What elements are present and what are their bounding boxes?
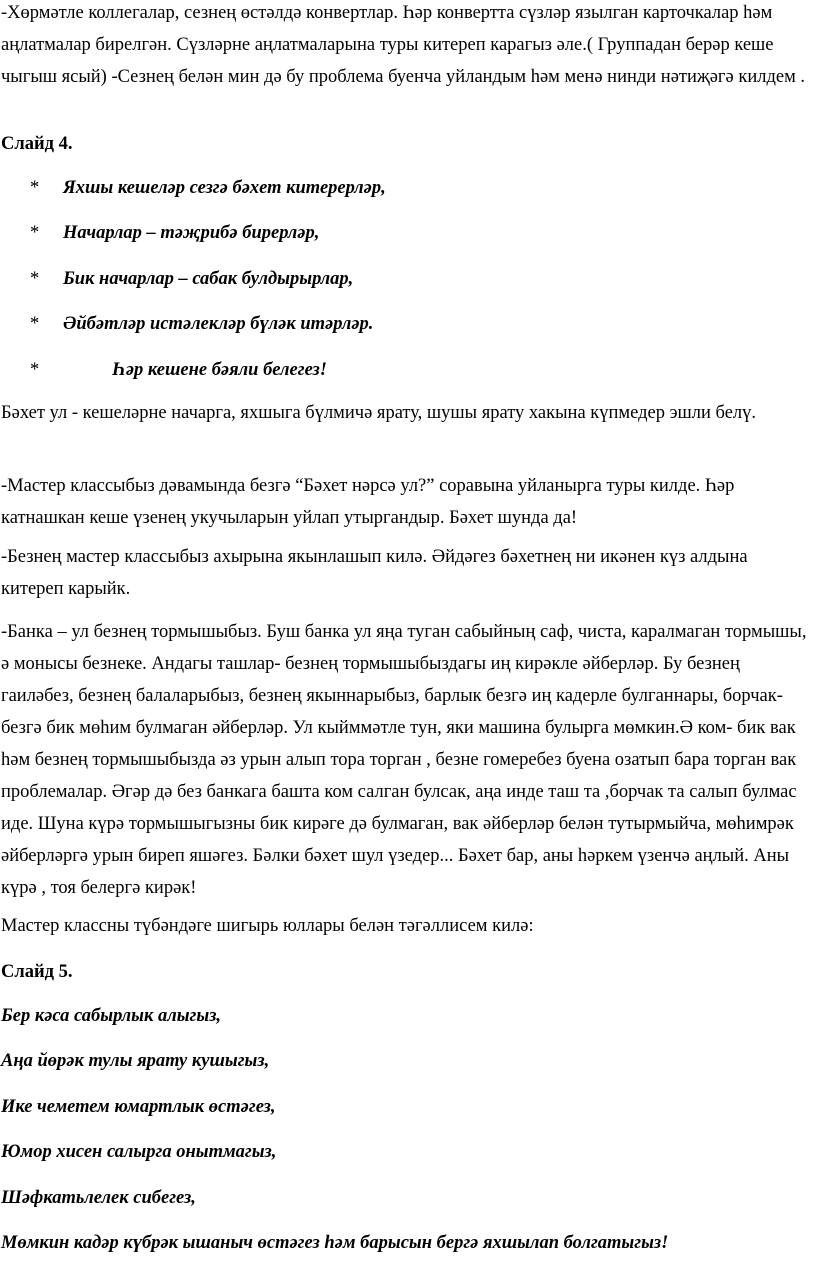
intro-paragraph: -Хөрмәтле коллегалар, сезнең өстәлдә конвертлар. Һәр конвертта сүзләр язылган карточкалар һәм аңлатмалар бирелгән. Сүзләрне аңлатмаларына туры китереп карагыз әле.( Группадан берәр кеше чыгыш ясый) -Сезнең белән мин дә бу проблема буенча уйландым һәм менә нинди нәтиҗәгә килдем . bbox=[1, 3, 806, 87]
asterisk-bullet-icon: * bbox=[30, 360, 40, 380]
paragraph-master-class-ending: -Безнең мастер классыбыз ахырына якынлашып килә. Әйдәгез бәхетнең ни икәнен күз алдына китереп карыйк. bbox=[1, 547, 748, 599]
asterisk-bullet-icon: * bbox=[30, 223, 40, 243]
poem-line: Ике чеметем юмартлык өстәгез, bbox=[1, 1097, 276, 1117]
asterisk-bullet-icon: * bbox=[30, 178, 40, 198]
bullet-item bbox=[0, 308, 373, 340]
poem-line: Мөмкин кадәр күбрәк ышаныч өстәгез һәм барысын бергә яхшылап болгатыгыз! bbox=[1, 1233, 669, 1253]
bullet-text: Яхшы кешеләр сезгә бәхет китерерләр, bbox=[63, 178, 386, 198]
poem-line: Аңа йөрәк тулы ярату кушыгыз, bbox=[1, 1051, 270, 1071]
bullet-text: Бик начарлар – сабак булдырырлар, bbox=[63, 269, 354, 289]
paragraph-poem-intro: Мастер классны түбәндәге шигырь юллары белән тәгәллисем килә: bbox=[1, 916, 534, 936]
bullet-item bbox=[0, 263, 353, 295]
slide-4-heading: Слайд 4. bbox=[1, 134, 73, 154]
paragraph-happiness-definition: Бәхет ул - кешеләрне начарга, яхшыга бүлмичә ярату, шушы ярату хакына күпмедер эшли белү. bbox=[1, 403, 757, 423]
poem-line: Шәфкатьлелек сибегез, bbox=[1, 1188, 196, 1208]
bullet-text: Начарлар – тәҗрибә бирерләр, bbox=[63, 223, 320, 243]
paragraph-jar-metaphor: -Банка – ул безнең тормышыбыз. Буш банка ул яңа туган сабыйның саф, чиста, каралмаган тормышы, ә монысы безнеке. Андагы ташлар- безнең тормышыбыздагы иң кирәкле әйберләр. Бу безнең гаиләбез, безнең балаларыбыз, безнең якыннарыбыз, барлык безгә иң кадерле булганнары, борчак- безгә бик мөһим булмаган әйберләр. Ул кыйммәтле тун, яки машина булырга мөмкин.Ә ком- бик вак һәм безнең тормышыбызда әз урын алып тора торган , безне гомеребез буена озатып бара торган вак проблемалар. Әгәр дә без банкага башта ком салган булсак, аңа инде таш та ,борчак та салып булмас иде. Шуна күрә тормышыгызны бик кирәге дә булмаган, вак әйберләр белән тутырмыйча, мөһимрәк әйберләргә урын биреп яшәгез. Бәлки бәхет шул үзедер... Бәхет бар, аны һәркем үзенчә аңлый. Аны күрә , тоя белергә кирәк! bbox=[1, 622, 807, 898]
asterisk-bullet-icon: * bbox=[30, 314, 40, 334]
bullet-item bbox=[0, 172, 386, 204]
bullet-text: Һәр кешене бәяли белегез! bbox=[112, 360, 327, 380]
asterisk-bullet-icon: * bbox=[30, 269, 40, 289]
bullet-text: Әйбәтләр истәлекләр бүләк итәрләр. bbox=[63, 314, 374, 334]
slide-5-heading: Слайд 5. bbox=[1, 962, 73, 982]
poem-line: Юмор хисен салырга онытмагыз, bbox=[1, 1142, 277, 1162]
bullet-item bbox=[0, 354, 327, 386]
paragraph-master-class-question: -Мастер классыбыз дәвамында безгә “Бәхет нәрсә ул?” соравына уйланырга туры килде. Һәр катнашкан кеше үзенең укучыларын уйлап утыргандыр. Бәхет шунда да! bbox=[1, 476, 735, 528]
bullet-item bbox=[0, 217, 319, 249]
poem-line: Бер кәса сабырлык алыгыз, bbox=[1, 1006, 222, 1026]
